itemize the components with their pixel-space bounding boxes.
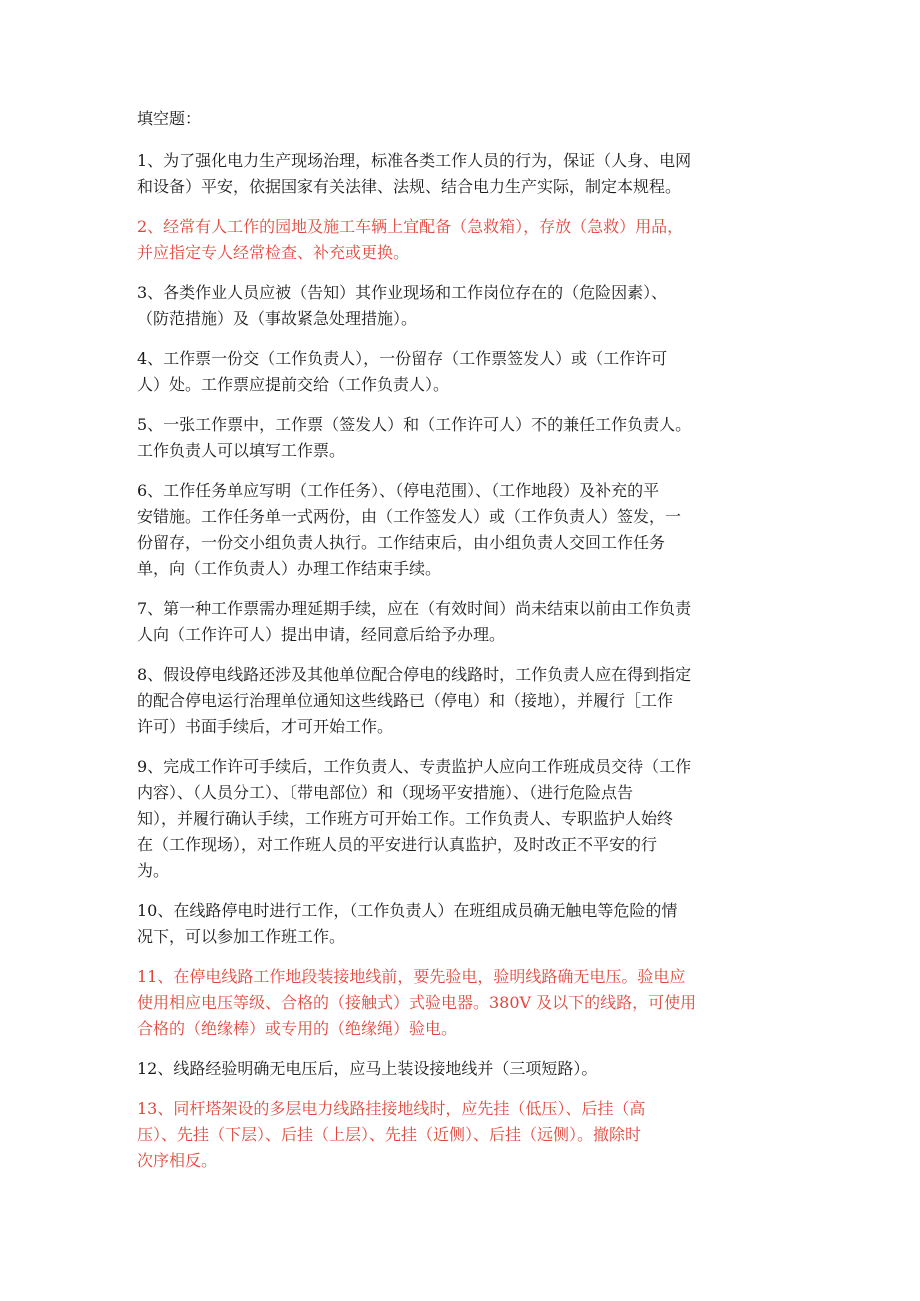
- question-5: 5、一张工作票中，工作票（签发人）和（工作许可人）不的兼任工作负责人。 工作负责人可以填写工作票。: [137, 415, 692, 460]
- question-7: 7、第一种工作票需办理延期手续，应在（有效时间）尚未结束以前由工作负责 人向（工作许可人）提出申请，经同意后给予办理。: [137, 599, 692, 644]
- question-1: 1、为了强化电力生产现场治理，标准各类工作人员的行为，保证（人身、电网 和设备）平安，依据国家有关法律、法规、结合电力生产实际，制定本规程。: [137, 151, 692, 196]
- question-11: 11、在停电线路工作地段装接地线前，要先验电，验明线路确无电压。验电应 使用相应电压等级、合格的（接触式）式验电器。380V 及以下的线路，可使用 合格的（绝缘棒）或专用的（绝缘绳）验电。: [137, 967, 697, 1038]
- question-8: 8、假设停电线路还涉及其他单位配合停电的线路时，工作负责人应在得到指定 的配合停电运行治理单位通知这些线路已（停电）和（接地），并履行［工作 许可）书面手续后，才可开始工作。: [137, 665, 692, 736]
- question-12: 12、线路经验明确无电压后，应马上装设接地线并（三项短路）。: [137, 1059, 598, 1078]
- question-10: 10、在线路停电时进行工作，（工作负责人）在班组成员确无触电等危险的情 况下，可以参加工作班工作。: [137, 901, 678, 946]
- question-6: 6、工作任务单应写明（工作任务）、（停电范围）、（工作地段）及补充的平 安错施。工作任务单一式两份，由（工作签发人）或（工作负责人）签发，一 份留存，一份交小组负责人执行。工作结束后，由小组负责人交回工作任务 单，向（工作负责人）办理工作结束手续。: [137, 481, 682, 578]
- question-13: 13、同杆塔架设的多层电力线路挂接地线时，应先挂（低压）、后挂（高 压）、先挂（下层）、后挂（上层）、先挂（近侧）、后挂（远侧）。撤除时 次序相反。: [137, 1099, 646, 1170]
- question-9: 9、完成工作许可手续后，工作负责人、专责监护人应向工作班成员交待（工作 内容）、（人员分工）、〔带电部位）和（现场平安措施）、（进行危险点告 知），并履行确认手续，工作班方可开始工作。工作负责人、专职监护人始终 在（工作现场），对工作班人员的平安进行认真监护，及时改正不平安的行 为。: [137, 757, 692, 880]
- question-4: 4、工作票一份交（工作负责人），一份留存（工作票签发人）或（工作许可 人）处。工作票应提前交给（工作负责人）。: [137, 349, 668, 394]
- question-3: 3、各类作业人员应被（告知）其作业现场和工作岗位存在的（危险因素）、 （防范措施）及（事故紧急处理措施）。: [137, 283, 668, 328]
- section-heading: 填空题：: [137, 109, 202, 128]
- question-2: 2、经常有人工作的园地及施工车辆上宜配备（急救箱），存放（急救）用品， 并应指定专人经常检查、补充或更换。: [137, 217, 684, 262]
- content-area: [137, 106, 782, 1188]
